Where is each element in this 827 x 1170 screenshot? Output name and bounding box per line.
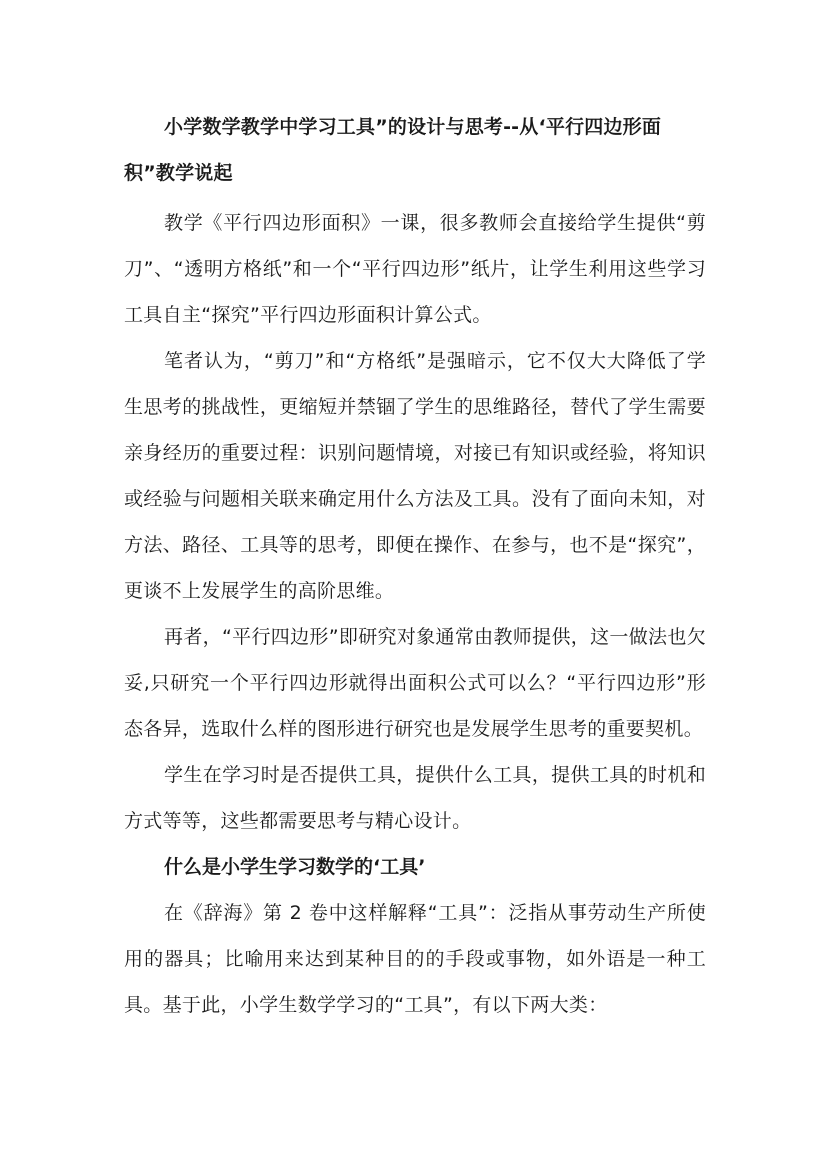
document-title: 小学数学教学中学习工具”的设计与思考--从‘平行四边形面积”教学说起 <box>124 116 662 184</box>
paragraph-cihai-definition: 在《辞海》第 2 卷中这样解释“工具”：泛指从事劳动生产所使用的器具；比喻用来达到某种目的的手段或事物，如外语是一种工具。基于此，小学生数学学习的“工具”，有以下两大类： <box>124 902 706 1016</box>
paragraph-intro: 教学《平行四边形面积》一课，很多教师会直接给学生提供“剪刀”、“透明方格纸”和一个“平行四边形”纸片，让学生利用这些学习工具自主“探究”平行四边形面积计算公式。 <box>124 212 706 326</box>
section-heading: 什么是小学生学习数学的‘工具’ <box>164 856 426 878</box>
paragraph-author-view: 笔者认为，“剪刀”和“方格纸”是强暗示，它不仅大大降低了学生思考的挑战性，更缩短并禁锢了学生的思维路径，替代了学生需要亲身经历的重要过程：识别问题情境，对接已有知识或经验，将知识或经验与问题相关联来确定用什么方法及工具。没有了面向未知，对方法、路径、工具等的思考，即便在操作、在参与，也不是“探究”，更谈不上发展学生的高阶思维。 <box>124 350 706 602</box>
document-page <box>124 104 706 1028</box>
paragraph-furthermore: 再者，“平行四边形”即研究对象通常由教师提供，这一做法也欠妥,只研究一个平行四边形就得出面积公式可以么？“平行四边形”形态各异，选取什么样的图形进行研究也是发展学生思考的重要契机。 <box>124 626 706 740</box>
paragraph-tool-design: 学生在学习时是否提供工具，提供什么工具，提供工具的时机和方式等等，这些都需要思考与精心设计。 <box>124 764 706 832</box>
